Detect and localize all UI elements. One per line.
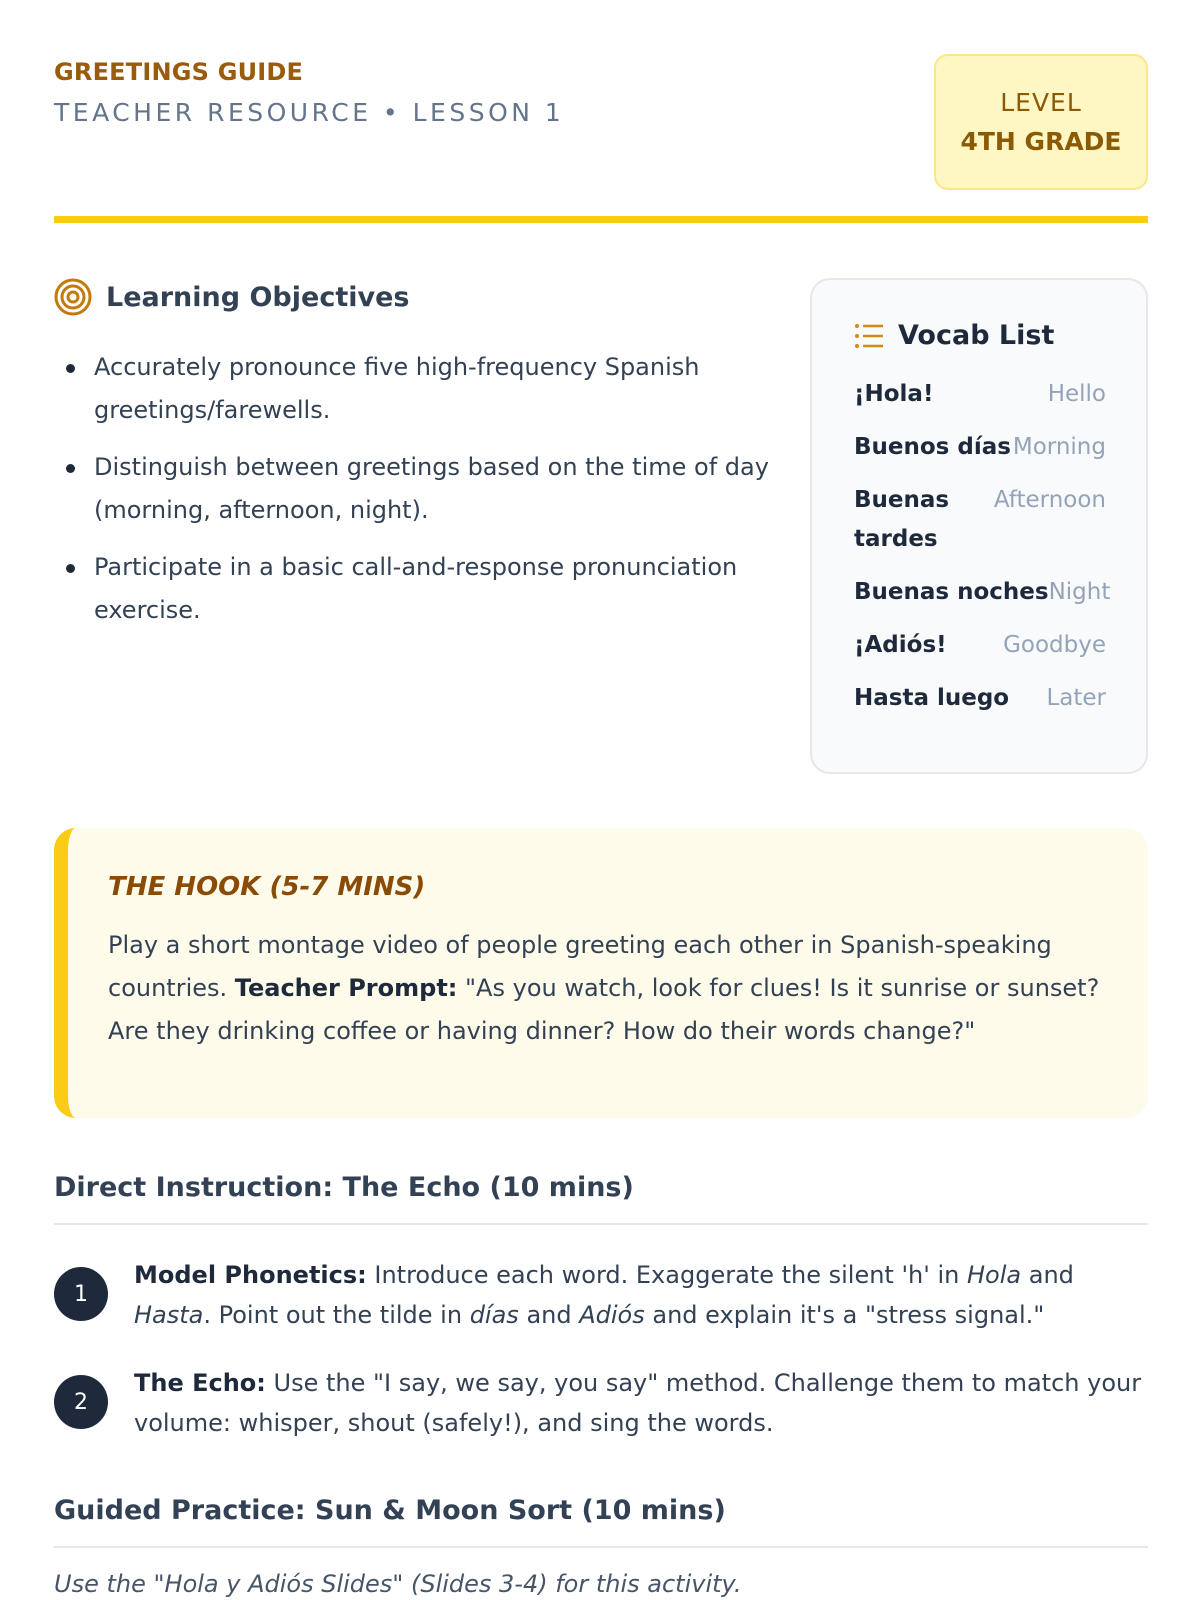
objective-item: Distinguish between greetings based on the time of day (morning, afternoon, night). (54, 446, 774, 532)
hook-text (108, 924, 1108, 1053)
vocab-row (854, 428, 1106, 467)
teacher-prompt-label: Teacher Prompt: (234, 974, 458, 1002)
step-label: Model Phonetics: (134, 1261, 367, 1289)
vocab-table (854, 375, 1111, 718)
step-term: Adiós (579, 1301, 645, 1329)
step-term: Hasta (134, 1301, 204, 1329)
teacher-prompt-text: "As you watch, look for clues! Is it sunrise or sunset? Are they drinking coffee or having dinner? How do their words change?" (108, 974, 1100, 1045)
objectives-title: Learning Objectives (106, 281, 410, 313)
hook-intro: Play a short montage video of people greeting each other in Spanish-speaking countries. (108, 931, 1052, 1002)
vocab-row (854, 626, 1106, 665)
vocab-meaning: Night (1048, 579, 1111, 605)
vocab-meaning: Afternoon (993, 487, 1106, 513)
page-subtitle: TEACHER RESOURCE • LESSON 1 (54, 98, 565, 127)
vocab-term: Hasta luego (854, 685, 1010, 711)
brand-title: GREETINGS GUIDE (54, 58, 304, 86)
list-icon (854, 322, 884, 350)
vocab-row (854, 573, 1111, 612)
vocab-heading (854, 320, 1106, 351)
learning-objectives-section (54, 278, 774, 646)
step-term: Hola (967, 1261, 1022, 1289)
guided-practice-section (54, 1495, 1148, 1598)
vocab-meaning: Goodbye (1003, 632, 1106, 658)
page-header (54, 0, 1148, 224)
vocab-term: Buenos días (854, 434, 1011, 460)
step-text-part: and (1021, 1261, 1074, 1289)
step-text-part: Introduce each word. Exaggerate the silent 'h' in (366, 1261, 967, 1289)
vocab-meaning: Morning (1012, 434, 1106, 460)
hook-title: THE HOOK (5-7 MINS) (108, 872, 426, 902)
instruction-step (54, 1255, 1148, 1335)
vocab-meaning: Later (1046, 685, 1106, 711)
vocab-term: ¡Hola! (854, 381, 934, 407)
vocab-term: ¡Adiós! (854, 632, 947, 658)
objective-item: Participate in a basic call-and-response pronunciation exercise. (54, 546, 774, 632)
level-value: 4TH GRADE (960, 127, 1122, 156)
vocab-card (810, 278, 1148, 774)
level-label: LEVEL (1000, 88, 1082, 117)
step-text-part: and explain it's a "stress signal." (644, 1301, 1045, 1329)
step-text-part: Use the "I say, we say, you say" method. Challenge them to match your volume: whisper, shout (safely!), and sing the words. (134, 1369, 1142, 1437)
objective-item: Accurately pronounce five high-frequency Spanish greetings/farewells. (54, 346, 774, 432)
objectives-heading (54, 278, 774, 316)
vocab-row (854, 481, 1106, 559)
vocab-row (854, 679, 1106, 718)
practice-note: Use the "Hola y Adiós Slides" (Slides 3-4) for this activity. (54, 1570, 742, 1598)
vocab-row (854, 375, 1106, 414)
step-text-part: . Point out the tilde in (203, 1301, 470, 1329)
step-text (134, 1363, 1148, 1443)
instruction-steps (54, 1255, 1148, 1443)
step-number: 1 (54, 1267, 108, 1321)
header-divider (54, 216, 1148, 223)
step-text-part: and (518, 1301, 580, 1329)
step-number: 2 (54, 1375, 108, 1429)
vocab-term: Buenas noches (854, 579, 1049, 605)
instruction-title: Direct Instruction: The Echo (10 mins) (54, 1172, 1148, 1225)
step-label: The Echo: (134, 1369, 266, 1397)
direct-instruction-section (54, 1172, 1148, 1471)
target-icon (54, 278, 92, 316)
vocab-meaning: Hello (1047, 381, 1106, 407)
vocab-title: Vocab List (898, 320, 1055, 351)
practice-title: Guided Practice: Sun & Moon Sort (10 mins) (54, 1495, 1148, 1548)
instruction-step (54, 1363, 1148, 1443)
step-text (134, 1255, 1148, 1335)
step-term: días (469, 1301, 519, 1329)
objectives-list (54, 346, 774, 632)
vocab-term: Buenas tardes (854, 487, 950, 552)
level-badge (934, 54, 1148, 190)
hook-callout (54, 828, 1148, 1118)
